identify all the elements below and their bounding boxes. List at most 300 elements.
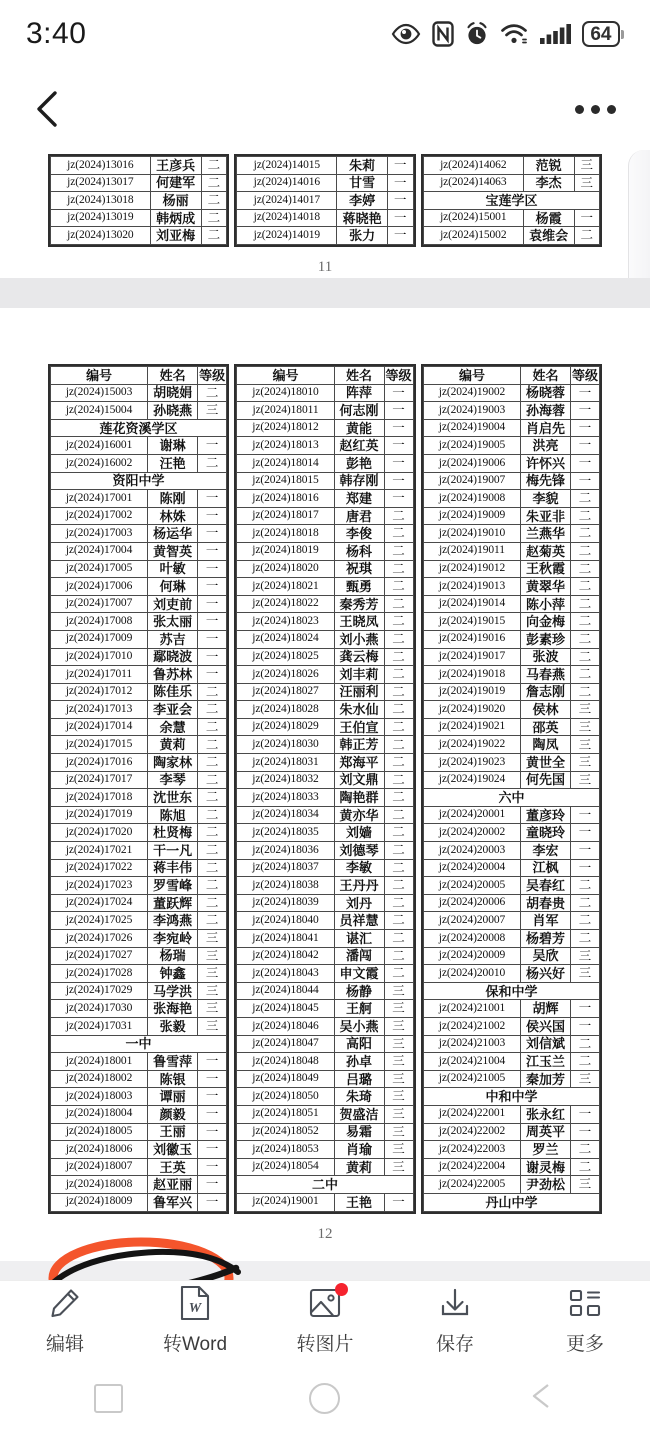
table-row — [51, 1193, 227, 1211]
cell-id: jz(2024)17008 — [51, 613, 148, 631]
cell-id: jz(2024)20005 — [423, 877, 520, 895]
cell-level: 二 — [198, 789, 227, 807]
table-row — [51, 1105, 227, 1123]
table-row — [237, 1105, 413, 1123]
cell-level: 二 — [570, 683, 599, 701]
table-col-1 — [50, 366, 227, 1212]
table-row — [51, 1176, 227, 1194]
cell-name: 杨碧芳 — [521, 930, 571, 948]
cell-id: jz(2024)15001 — [423, 209, 523, 227]
document-page-11 — [0, 150, 650, 278]
cell-name: 吴小燕 — [334, 1017, 384, 1035]
cell-id: jz(2024)19016 — [423, 630, 520, 648]
table-row — [237, 789, 413, 807]
cell-name: 陈刚 — [148, 490, 198, 508]
status-icon-group — [391, 21, 624, 47]
cell-id: jz(2024)17011 — [51, 666, 148, 684]
cell-level: 三 — [570, 1176, 599, 1194]
cell-name: 杨霞 — [523, 209, 574, 227]
table-row — [423, 542, 599, 560]
cell-id: jz(2024)21001 — [423, 1000, 520, 1018]
cell-name: 彭素珍 — [521, 630, 571, 648]
cell-name: 赵红英 — [334, 437, 384, 455]
table-row — [423, 1017, 599, 1035]
cell-id: jz(2024)17002 — [51, 507, 148, 525]
cell-id: jz(2024)20010 — [423, 965, 520, 983]
more-button[interactable] — [530, 1286, 640, 1356]
table-row — [423, 806, 599, 824]
cell-id: jz(2024)19001 — [237, 1193, 334, 1211]
battery-icon — [582, 21, 624, 47]
cell-id: jz(2024)18033 — [237, 789, 334, 807]
cell-name: 鲁苏林 — [148, 666, 198, 684]
back-button[interactable] — [30, 87, 66, 131]
cell-name: 何琳 — [148, 578, 198, 596]
cell-level: 二 — [570, 912, 599, 930]
cell-level: 二 — [198, 842, 227, 860]
cell-level: 一 — [198, 1193, 227, 1211]
cell-name: 邵英 — [521, 718, 571, 736]
cell-level: 二 — [570, 613, 599, 631]
table-row — [237, 701, 413, 719]
table-row — [237, 490, 413, 508]
cell-level: 二 — [570, 525, 599, 543]
cell-level: 三 — [574, 157, 599, 175]
cell-id: jz(2024)14019 — [237, 227, 337, 245]
table-row — [51, 947, 227, 965]
word-doc-icon — [180, 1286, 210, 1320]
edit-button[interactable] — [10, 1286, 120, 1356]
cell-level: 二 — [570, 507, 599, 525]
cell-name: 谌汇 — [334, 930, 384, 948]
table-row — [237, 824, 413, 842]
wifi-icon — [500, 22, 528, 46]
cell-name: 李宏 — [521, 842, 571, 860]
cell-id: jz(2024)18011 — [237, 402, 334, 420]
cell-level: 一 — [198, 525, 227, 543]
cell-id: jz(2024)20007 — [423, 912, 520, 930]
cell-name: 詹志刚 — [521, 683, 571, 701]
cell-level: 二 — [570, 894, 599, 912]
cell-name: 陶艳群 — [334, 789, 384, 807]
cell-id: jz(2024)19006 — [423, 454, 520, 472]
cell-name: 兰燕华 — [521, 525, 571, 543]
table-row — [423, 859, 599, 877]
scroll-indicator[interactable] — [628, 150, 650, 278]
cell-id: jz(2024)17018 — [51, 789, 148, 807]
cell-name: 王彦兵 — [150, 157, 201, 175]
cell-name: 向金梅 — [521, 613, 571, 631]
cell-level: 二 — [384, 842, 413, 860]
table-row — [423, 736, 599, 754]
table-row — [51, 789, 227, 807]
cell-level: 一 — [388, 192, 413, 210]
cell-level: 二 — [570, 1035, 599, 1053]
cell-name: 刘文鼎 — [334, 771, 384, 789]
table-row — [423, 683, 599, 701]
recents-button[interactable] — [48, 1384, 168, 1413]
cell-id: jz(2024)18037 — [237, 859, 334, 877]
convert-to-image-button[interactable] — [270, 1286, 380, 1356]
table-row — [51, 648, 227, 666]
cell-id: jz(2024)17020 — [51, 824, 148, 842]
cell-name: 谢灵梅 — [521, 1158, 571, 1176]
cell-id: jz(2024)17007 — [51, 595, 148, 613]
battery-nub — [621, 30, 624, 39]
home-button[interactable] — [265, 1383, 385, 1414]
cell-id: jz(2024)18035 — [237, 824, 334, 842]
table-row — [423, 1158, 599, 1176]
cell-level: 二 — [384, 630, 413, 648]
table-row — [51, 560, 227, 578]
cell-level: 二 — [198, 771, 227, 789]
cell-level: 一 — [198, 630, 227, 648]
cell-name: 胡春贵 — [521, 894, 571, 912]
cell-name: 陈银 — [148, 1070, 198, 1088]
cell-name: 申文霞 — [334, 965, 384, 983]
more-options-button[interactable] — [575, 105, 620, 114]
cell-level: 三 — [198, 402, 227, 420]
page-12-sheet — [0, 308, 650, 1214]
cell-name: 秦秀芳 — [334, 595, 384, 613]
cell-name: 杨运华 — [148, 525, 198, 543]
cell-name: 胡晓娟 — [148, 384, 198, 402]
table-row — [237, 965, 413, 983]
cell-level: 二 — [384, 930, 413, 948]
page-11-number: 11 — [317, 258, 333, 275]
cell-id: jz(2024)17025 — [51, 912, 148, 930]
table-row — [237, 1070, 413, 1088]
page-11-col-1-body — [51, 157, 227, 245]
table-row — [237, 736, 413, 754]
cell-level: 三 — [384, 1123, 413, 1141]
table-col-2-head — [237, 367, 413, 385]
cell-level: 二 — [384, 965, 413, 983]
table-row — [423, 1035, 599, 1053]
cell-name: 孙海蓉 — [521, 402, 571, 420]
cell-name: 周英平 — [521, 1123, 571, 1141]
cell-name: 孙卓 — [334, 1053, 384, 1071]
cell-name: 尹劲松 — [521, 1176, 571, 1194]
group-title: 丹山中学 — [423, 1193, 599, 1211]
nfc-icon — [432, 21, 454, 47]
cell-id: jz(2024)18002 — [51, 1070, 148, 1088]
cell-level: 二 — [384, 701, 413, 719]
cell-name: 祝琪 — [334, 560, 384, 578]
cell-level: 一 — [198, 490, 227, 508]
cell-id: jz(2024)18044 — [237, 982, 334, 1000]
cell-id: jz(2024)18052 — [237, 1123, 334, 1141]
cell-level: 一 — [574, 209, 599, 227]
cell-name: 朱琦 — [334, 1088, 384, 1106]
cell-id: jz(2024)19020 — [423, 701, 520, 719]
group-title: 一中 — [51, 1035, 227, 1053]
cell-id: jz(2024)18030 — [237, 736, 334, 754]
table-row — [51, 701, 227, 719]
table-row — [51, 402, 227, 420]
table-row — [423, 157, 599, 175]
cell-name: 刘嫱 — [334, 824, 384, 842]
cell-name: 陈佳乐 — [148, 683, 198, 701]
cell-level: 一 — [384, 472, 413, 490]
table-col-3-body — [423, 384, 599, 1211]
table-row — [423, 648, 599, 666]
cell-name: 罗兰 — [521, 1141, 571, 1159]
cell-name: 汪丽利 — [334, 683, 384, 701]
cell-name: 韩存刚 — [334, 472, 384, 490]
cell-id: jz(2024)18036 — [237, 842, 334, 860]
table-row — [51, 736, 227, 754]
group-title: 莲花资溪学区 — [51, 419, 227, 437]
cell-level: 二 — [201, 174, 226, 192]
cell-id: jz(2024)18053 — [237, 1141, 334, 1159]
cell-level: 二 — [384, 613, 413, 631]
cell-name: 刘小燕 — [334, 630, 384, 648]
cell-id: jz(2024)19009 — [423, 507, 520, 525]
cell-level: 一 — [388, 227, 413, 245]
cell-name: 吴春红 — [521, 877, 571, 895]
cell-level: 一 — [198, 542, 227, 560]
col-header-name: 姓名 — [334, 367, 384, 385]
cell-id: jz(2024)13017 — [51, 174, 151, 192]
cell-name: 谭丽 — [148, 1088, 198, 1106]
new-badge-dot — [335, 1283, 348, 1296]
cell-level: 一 — [570, 472, 599, 490]
cell-id: jz(2024)17014 — [51, 718, 148, 736]
page-11-col-2 — [234, 154, 415, 247]
table-row — [51, 1141, 227, 1159]
cell-id: jz(2024)22002 — [423, 1123, 520, 1141]
cell-level: 二 — [384, 789, 413, 807]
page-12-table — [48, 364, 602, 1214]
table-row — [51, 227, 227, 245]
table-row — [51, 630, 227, 648]
cell-name: 黄世全 — [521, 754, 571, 772]
cell-id: jz(2024)20001 — [423, 806, 520, 824]
cell-level: 二 — [570, 1141, 599, 1159]
cell-level: 二 — [201, 157, 226, 175]
cell-name: 肖瑜 — [334, 1141, 384, 1159]
table-row — [51, 437, 227, 455]
cell-name: 朱亚非 — [521, 507, 571, 525]
table-group-row — [237, 1176, 413, 1194]
cell-id: jz(2024)17004 — [51, 542, 148, 560]
table-row — [51, 525, 227, 543]
cell-id: jz(2024)18027 — [237, 683, 334, 701]
cell-id: jz(2024)14018 — [237, 209, 337, 227]
cell-name: 李鸿燕 — [148, 912, 198, 930]
cell-level: 二 — [201, 227, 226, 245]
cell-id: jz(2024)18043 — [237, 965, 334, 983]
cell-name: 刘信斌 — [521, 1035, 571, 1053]
cell-level: 二 — [198, 894, 227, 912]
table-row — [51, 209, 227, 227]
cell-level: 一 — [570, 1017, 599, 1035]
cell-name: 余慧 — [148, 718, 198, 736]
table-row — [51, 1017, 227, 1035]
cell-level: 一 — [384, 402, 413, 420]
cell-level: 二 — [198, 754, 227, 772]
cell-level: 二 — [384, 648, 413, 666]
cell-name: 张毅 — [148, 1017, 198, 1035]
cell-name: 王晓凤 — [334, 613, 384, 631]
cell-name: 蒋晓艳 — [337, 209, 388, 227]
cell-name: 刘吏前 — [148, 595, 198, 613]
cell-name: 鲁雪萍 — [148, 1053, 198, 1071]
cell-level: 二 — [384, 595, 413, 613]
save-button[interactable] — [400, 1286, 510, 1356]
cell-id: jz(2024)18049 — [237, 1070, 334, 1088]
table-group-row — [423, 789, 599, 807]
cell-name: 鲁军兴 — [148, 1193, 198, 1211]
image-convert-icon — [309, 1286, 341, 1320]
table-row — [423, 560, 599, 578]
cell-id: jz(2024)17001 — [51, 490, 148, 508]
table-row — [237, 402, 413, 420]
cell-id: jz(2024)19019 — [423, 683, 520, 701]
cell-level: 二 — [198, 806, 227, 824]
cell-id: jz(2024)18018 — [237, 525, 334, 543]
cell-id: jz(2024)17019 — [51, 806, 148, 824]
table-row — [237, 174, 413, 192]
cell-name: 杨瑞 — [148, 947, 198, 965]
cell-id: jz(2024)20003 — [423, 842, 520, 860]
cell-id: jz(2024)18019 — [237, 542, 334, 560]
table-group-row — [423, 1193, 599, 1211]
convert-to-word-button[interactable] — [140, 1286, 250, 1356]
cell-id: jz(2024)18046 — [237, 1017, 334, 1035]
cell-name: 何先国 — [521, 771, 571, 789]
cell-name: 陶家林 — [148, 754, 198, 772]
table-col-1-body — [51, 384, 227, 1211]
table-row — [51, 578, 227, 596]
cell-name: 朱水仙 — [334, 701, 384, 719]
cell-level: 二 — [384, 666, 413, 684]
cell-name: 王英 — [148, 1158, 198, 1176]
table-col-2 — [236, 366, 413, 1212]
cell-level: 二 — [384, 877, 413, 895]
table-group-row — [423, 982, 599, 1000]
cell-name: 王舸 — [334, 1000, 384, 1018]
table-row — [237, 718, 413, 736]
col-header-level: 等级 — [199, 367, 226, 383]
cell-id: jz(2024)14016 — [237, 174, 337, 192]
cell-level: 二 — [384, 507, 413, 525]
cell-level: 三 — [570, 718, 599, 736]
cell-name: 范锐 — [523, 157, 574, 175]
page-11-col-3-body — [423, 157, 599, 245]
cell-name: 秦加芳 — [521, 1070, 571, 1088]
page-11-table-area — [0, 150, 650, 247]
cell-level: 二 — [574, 227, 599, 245]
cell-name: 张太丽 — [148, 613, 198, 631]
cell-level: 一 — [570, 402, 599, 420]
cell-id: jz(2024)14062 — [423, 157, 523, 175]
table-row — [237, 157, 413, 175]
table-row — [51, 965, 227, 983]
document-scroll-area[interactable] — [0, 150, 650, 1280]
cell-name: 易霜 — [334, 1123, 384, 1141]
cell-name: 孙晓燕 — [148, 402, 198, 420]
group-title: 六中 — [423, 789, 599, 807]
table-row — [237, 947, 413, 965]
table-row — [51, 771, 227, 789]
table-row — [237, 227, 413, 245]
table-row — [237, 806, 413, 824]
battery-level-text: 64 — [582, 21, 619, 47]
cell-id: jz(2024)14063 — [423, 174, 523, 192]
cell-level: 三 — [384, 1105, 413, 1123]
cell-name: 肖军 — [521, 912, 571, 930]
cell-level: 二 — [201, 209, 226, 227]
cell-level: 一 — [570, 437, 599, 455]
cell-id: jz(2024)20006 — [423, 894, 520, 912]
table-row — [237, 384, 413, 402]
cell-level: 三 — [384, 982, 413, 1000]
cell-name: 王伯宣 — [334, 718, 384, 736]
group-title: 中和中学 — [423, 1088, 599, 1106]
cell-level: 二 — [198, 683, 227, 701]
cell-level: 一 — [198, 437, 227, 455]
cell-id: jz(2024)17030 — [51, 1000, 148, 1018]
table-row — [237, 771, 413, 789]
cell-id: jz(2024)17017 — [51, 771, 148, 789]
cell-level: 二 — [384, 525, 413, 543]
system-back-button[interactable] — [482, 1381, 602, 1416]
table-row — [423, 402, 599, 420]
table-group-row — [423, 1088, 599, 1106]
cell-level: 二 — [384, 771, 413, 789]
cell-level: 二 — [570, 490, 599, 508]
circle-home-icon — [309, 1383, 340, 1414]
cell-name: 侯林 — [521, 701, 571, 719]
cell-id: jz(2024)18013 — [237, 437, 334, 455]
cell-level: 二 — [198, 859, 227, 877]
cell-id: jz(2024)18048 — [237, 1053, 334, 1071]
cell-level: 一 — [570, 1123, 599, 1141]
cell-name: 刘亚梅 — [150, 227, 201, 245]
table-row — [51, 877, 227, 895]
table-row — [51, 595, 227, 613]
cell-id: jz(2024)18020 — [237, 560, 334, 578]
page-11-col-3 — [421, 154, 602, 247]
cell-id: jz(2024)21003 — [423, 1035, 520, 1053]
cell-level: 二 — [384, 912, 413, 930]
cell-id: jz(2024)19023 — [423, 754, 520, 772]
cell-id: jz(2024)18012 — [237, 419, 334, 437]
cell-level: 二 — [384, 578, 413, 596]
cell-name: 赵菊英 — [521, 542, 571, 560]
cell-level: 三 — [570, 701, 599, 719]
cell-id: jz(2024)17015 — [51, 736, 148, 754]
cell-level: 三 — [198, 930, 227, 948]
page-12-number: 12 — [317, 1225, 333, 1242]
pencil-icon — [48, 1286, 82, 1320]
cell-id: jz(2024)19014 — [423, 595, 520, 613]
table-row — [423, 930, 599, 948]
table-group-row — [423, 192, 599, 210]
cell-name: 杨晓蓉 — [521, 384, 571, 402]
cell-name: 梅先锋 — [521, 472, 571, 490]
cell-level: 一 — [570, 842, 599, 860]
table-row — [423, 824, 599, 842]
cell-name: 王秋霞 — [521, 560, 571, 578]
cell-name: 张力 — [337, 227, 388, 245]
table-row — [423, 894, 599, 912]
cell-level: 三 — [384, 1053, 413, 1071]
cell-name: 郑建 — [334, 490, 384, 508]
table-row — [237, 859, 413, 877]
